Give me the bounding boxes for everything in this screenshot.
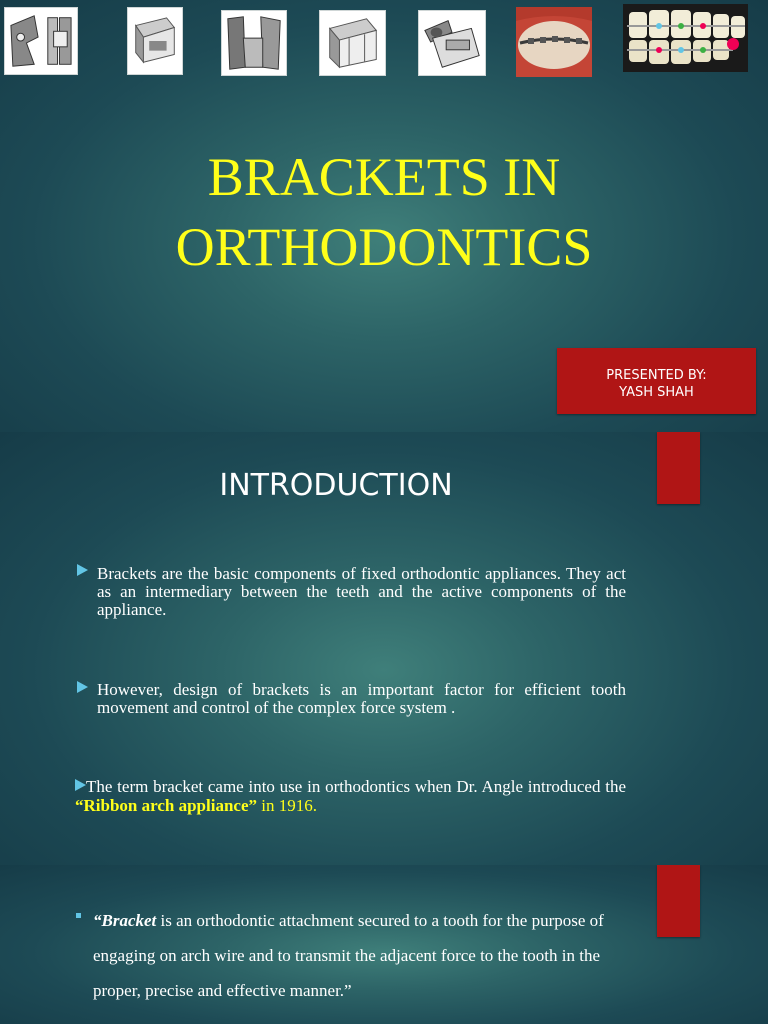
- square-bullet-icon: [76, 913, 81, 918]
- bracket-definition: [93, 903, 633, 1008]
- bracket-slot-diagram-image: [4, 7, 78, 75]
- presenter-name: YASH SHAH: [619, 385, 694, 400]
- title-line-2: ORTHODONTICS: [175, 217, 593, 277]
- definition-slide: [0, 865, 768, 1024]
- single-wing-bracket-image: [221, 10, 287, 76]
- bullet-3-text: [75, 777, 626, 815]
- bullet-arrow-icon: [75, 779, 86, 791]
- buccal-tube-image: [418, 10, 486, 76]
- teeth-with-ceramic-braces-image: [623, 4, 748, 72]
- ribbon-arch-highlight: “Ribbon arch appliance”: [75, 796, 258, 815]
- presented-by-label: PRESENTED BY:: [606, 368, 707, 383]
- twin-bracket-image: [127, 7, 183, 75]
- bullet-arrow-icon: [77, 564, 88, 576]
- teeth-with-metal-braces-image: [516, 7, 592, 77]
- presentation-title: [0, 142, 768, 282]
- presenter-box: [557, 348, 756, 414]
- introduction-slide: [0, 432, 768, 865]
- definition-text: is an orthodontic attachment secured to a tooth for the purpose of engaging on arch wire and to transmit the adjacent force to the tooth in the proper, precise and effective manner.”: [93, 911, 604, 1000]
- bullet-3-suffix: in 1916.: [257, 796, 317, 815]
- bullet-3-prefix: The term bracket came into use in orthodontics when Dr. Angle introduced the: [86, 777, 626, 796]
- siamese-bracket-image: [319, 10, 386, 76]
- thumbnail-strip: [0, 4, 768, 78]
- bullet-2-text: However, design of brackets is an important factor for efficient tooth movement and control of the complex force system .: [97, 680, 626, 717]
- bullet-arrow-icon: [77, 681, 88, 693]
- definition-term: “Bracket: [93, 911, 157, 930]
- title-line-1: BRACKETS IN: [207, 147, 561, 207]
- red-accent-tab: [657, 865, 700, 937]
- bullet-1-text: Brackets are the basic components of fixed orthodontic appliances. They act as an intermediary between the teeth and the active components of the appliance.: [97, 564, 626, 619]
- title-slide: [0, 0, 768, 432]
- slide-title: INTRODUCTION: [219, 468, 453, 503]
